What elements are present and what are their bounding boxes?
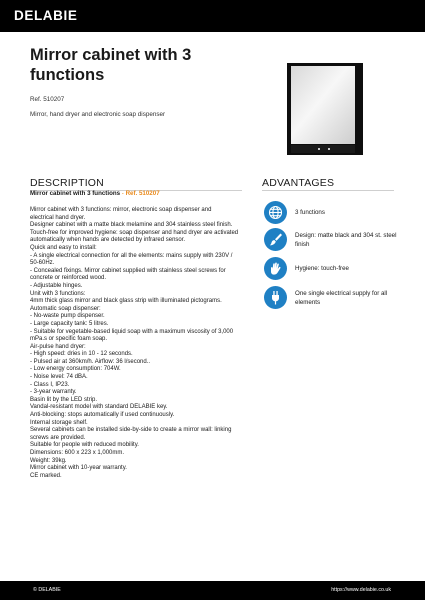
product-image <box>285 61 365 157</box>
title-line-2: functions <box>30 66 105 84</box>
description-line: Automatic soap dispenser: <box>30 305 101 312</box>
description-line: 4mm thick glass mirror and black glass strip with illuminated pictograms. <box>30 298 222 305</box>
description-line: Anti-blocking: stops automatically if used continuously. <box>30 412 175 419</box>
hand-icon <box>264 257 287 280</box>
description-line: - Class I, IP23. <box>30 381 70 388</box>
product-subtitle: Mirror, hand dryer and electronic soap dispenser <box>30 111 166 118</box>
brand-logo[interactable]: DELABIE <box>14 8 78 23</box>
description-line: - Adjustable hinges. <box>30 282 83 289</box>
footer-copyright: © DELABIE <box>33 587 61 593</box>
advantage-line: Design: matte black and 304 st. steel <box>295 232 397 239</box>
description-line: Several cabinets can be installed side-by-side to create a mirror wall: linking <box>30 427 232 434</box>
advantage-text <box>295 290 399 307</box>
description-line: Unit with 3 functions: <box>30 290 86 297</box>
description-sub-sep: - <box>120 190 126 197</box>
advantage-line: 3 functions <box>295 209 325 216</box>
description-sub-title: Mirror cabinet with 3 functions <box>30 190 121 197</box>
description-line: - No-waste pump dispenser. <box>30 313 105 320</box>
description-line: - 3-year warranty. <box>30 389 77 396</box>
advantage-line: Hygiene: touch-free <box>295 265 349 272</box>
advantage-text <box>295 232 399 249</box>
brush-icon <box>264 228 287 251</box>
header-bar <box>0 0 425 32</box>
description-heading: DESCRIPTION <box>30 177 104 189</box>
advantage-text <box>295 265 399 274</box>
description-line: - Concealed fixings. Mirror cabinet supplied with stainless steel screws for <box>30 267 226 274</box>
description-subheading <box>30 190 160 197</box>
description-line: Basin lit by the LED strip. <box>30 396 98 403</box>
description-line: Suitable for people with reduced mobility. <box>30 442 139 449</box>
description-line: screws are provided. <box>30 434 86 441</box>
footer-bar <box>0 581 425 600</box>
description-line: Designer cabinet with a matte black melamine and 304 stainless steel finish. <box>30 222 233 229</box>
description-line: Vandal-resistant model with standard DELABIE key. <box>30 404 168 411</box>
description-line: - Suitable for vegetable-based liquid soap with a maximum viscosity of 3,000 <box>30 328 234 335</box>
description-line: Quick and easy to install: <box>30 244 97 251</box>
description-line: - Pulsed air at 360km/h. Airflow: 36 l/second.. <box>30 358 151 365</box>
description-line: - Large capacity tank: 5 litres. <box>30 320 109 327</box>
description-line: - A single electrical connection for all the elements: mains supply with 230V / <box>30 252 233 259</box>
plug-icon <box>264 286 287 309</box>
description-line: concrete or reinforced wood. <box>30 275 107 282</box>
advantage-text <box>295 209 399 218</box>
description-line: - Low energy consumption: 704W. <box>30 366 121 373</box>
description-line: Weight: 39kg. <box>30 457 67 464</box>
description-line: 50-60Hz. <box>30 260 55 267</box>
description-line: - High speed: dries in 10 - 12 seconds. <box>30 351 133 358</box>
description-line: CE marked. <box>30 472 62 479</box>
description-line: Touch-free for improved hygiene: soap dispenser and hand dryer are activated <box>30 229 239 236</box>
description-sub-ref: Ref. 510207 <box>125 190 160 197</box>
advantage-line: elements <box>295 298 321 306</box>
globe-grid-icon <box>264 201 287 224</box>
advantage-line: finish <box>295 240 310 248</box>
advantages-divider <box>262 190 394 191</box>
description-line: - Noise level: 74 dBA. <box>30 374 88 381</box>
page-title <box>30 45 260 85</box>
description-line: Air-pulse hand dryer: <box>30 343 86 350</box>
description-line: Mirror cabinet with 10-year warranty. <box>30 465 127 472</box>
footer-url-link[interactable]: https://www.delabie.co.uk <box>331 587 391 593</box>
description-line: automatically when hands are detected by infrared sensor. <box>30 237 186 244</box>
description-line: Internal storage shelf. <box>30 419 88 426</box>
advantage-line: One single electrical supply for all <box>295 290 388 297</box>
description-line: mPa.s or specific foam soap. <box>30 336 108 343</box>
title-line-1: Mirror cabinet with 3 <box>30 46 192 64</box>
description-line: Mirror cabinet with 3 functions: mirror, electronic soap dispenser and <box>30 207 212 213</box>
description-line: electrical hand dryer. <box>30 214 86 221</box>
advantages-heading: ADVANTAGES <box>262 177 335 189</box>
product-ref: Ref. 510207 <box>30 96 65 103</box>
description-line: Dimensions: 600 x 223 x 1,000mm. <box>30 450 125 456</box>
description-body <box>30 207 270 480</box>
